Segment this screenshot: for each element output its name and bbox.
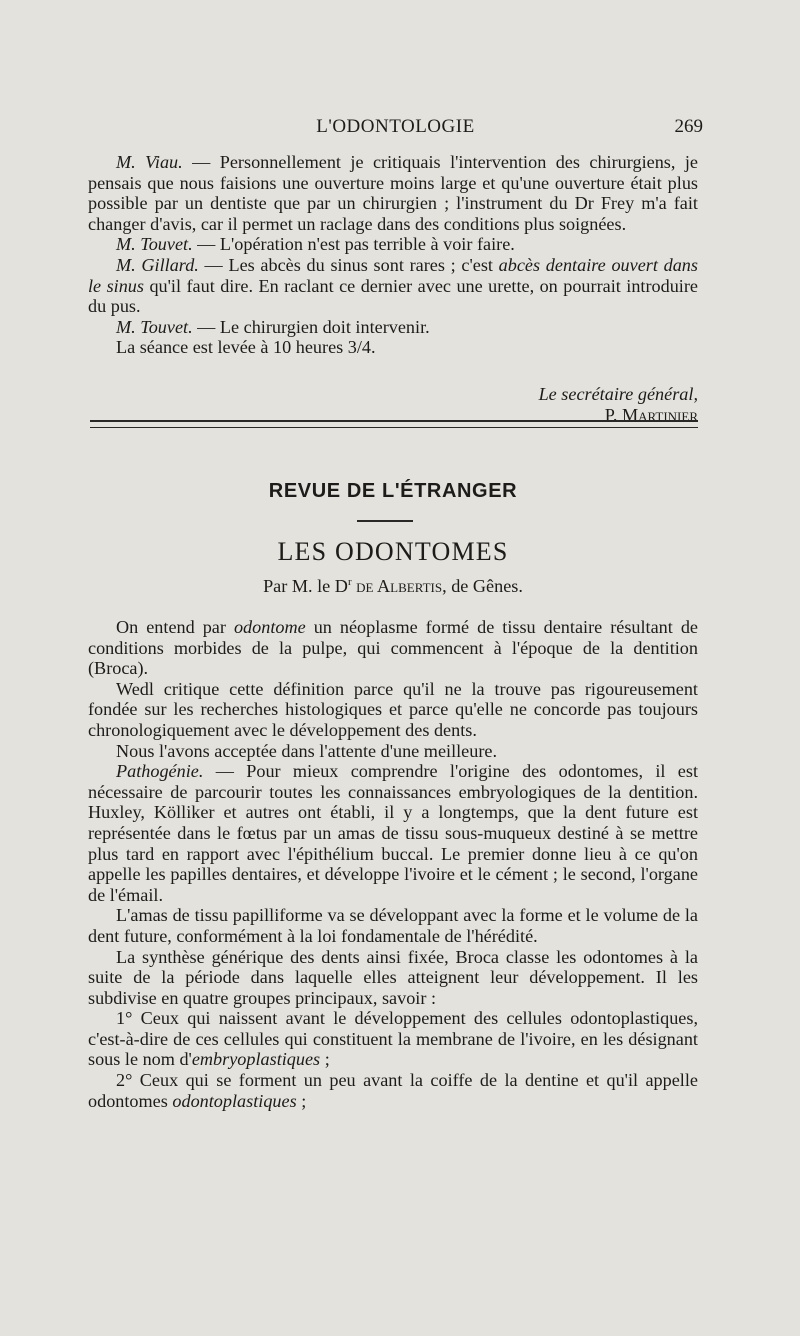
closing-line (88, 337, 698, 358)
emphasis-text: abcès dentaire ouvert dans le sinus (88, 254, 698, 296)
signature-title: Le secrétaire général, (538, 384, 698, 404)
speech-text: — Les abcès du sinus sont rares ; c'est (198, 254, 499, 275)
speech-text: — Le chirurgien doit intervenir. (192, 316, 430, 337)
body-text: 1° Ceux qui naissent avant le développement des cellules odontoplastiques, c'est-à-dire de ces cellules qui constituent la membrane de l'ivoire, en les désignant sous le nom d' (88, 1008, 698, 1070)
speech-text: — L'opération n'est pas terrible à voir faire. (192, 234, 515, 255)
title-rule (357, 520, 413, 522)
emphasis-text: embryoplastiques (191, 1049, 321, 1070)
speaker-name: M. Touvet. (116, 234, 193, 255)
article-body (88, 617, 698, 1111)
body-text: ; (320, 1049, 330, 1070)
byline (88, 576, 698, 597)
body-text: 2° Ceux qui se forment un peu avant la coiffe de la dentine et qu'il appelle odontomes (88, 1070, 698, 1111)
body-text: un néoplasme formé de tissu dentaire résultant de conditions morbides de la pulpe, qui commencent à l'époque de la dentition (Broca). (88, 617, 698, 679)
speech-text: qu'il faut dire. En raclant ce dernier avec une urette, on pourrait introduire du pus. (88, 275, 698, 317)
discussion-paragraph (88, 152, 698, 234)
speaker-name: M. Touvet. (116, 316, 193, 337)
emphasis-text: odontoplastiques (172, 1090, 297, 1111)
byline-suffix: , de Gênes. (442, 576, 523, 597)
page-number: 269 (674, 116, 703, 137)
body-paragraph (88, 617, 698, 679)
discussion-paragraph (88, 234, 698, 255)
discussion-block (88, 152, 698, 358)
signature-initial: P. (604, 404, 622, 425)
discussion-paragraph (88, 255, 698, 317)
emphasis-text: odontome (233, 617, 306, 637)
signature-surname: Martinier (621, 404, 698, 425)
speech-text: — Personnellement je critiquais l'intervention des chirurgiens, je pensais que nous faisions une ouverture moins large et qu'une ouverture était plus possible par un dentiste que par un chirurgien ; l'instrument du Dr Frey m'a fait changer d'avis, car il permet un raclage dans des conditions plus soignées. (88, 152, 698, 234)
byline-prefix: Par M. le D (263, 576, 348, 597)
list-item (88, 1070, 698, 1111)
author-name: de Albertis (351, 576, 443, 597)
list-item (88, 1008, 698, 1070)
body-paragraph: Nous l'avons acceptée dans l'attente d'une meilleure. (116, 740, 498, 761)
article-title: LES ODONTOMES (277, 537, 509, 566)
body-paragraph: L'amas de tissu papilliforme va se développant avec la forme et le volume de la dent future, conformément à la loi fondamentale de l'hérédité. (88, 905, 698, 946)
speaker-name: M. Viau. (116, 152, 183, 172)
body-text: ; (296, 1090, 307, 1111)
page-header (88, 116, 703, 146)
body-paragraph (88, 761, 698, 905)
signature-block (88, 384, 698, 425)
body-paragraph: Wedl critique cette définition parce qu'il ne la trouve pas rigoureusement fondée sur les recherches histologiques et parce qu'elle ne concorde pas toujours chronologiquement avec le développement des dents. (88, 678, 698, 740)
section-divider (90, 420, 698, 428)
body-paragraph: La synthèse générique des dents ainsi fixée, Broca classe les odontomes à la suite de la période dans laquelle elles atteignent leur développement. Il les subdivise en quatre groupes principaux, savoir : (88, 946, 698, 1008)
section-title: REVUE DE L'ÉTRANGER (268, 480, 518, 502)
body-text: On entend par (116, 617, 234, 637)
speech-text: La séance est levée à 10 heures 3/4. (116, 337, 376, 358)
body-text: — Pour mieux comprendre l'origine des odontomes, il est nécessaire de parcourir toutes les connaissances embryologiques de la dentition. Huxley, Kölliker et autres ont établi, il y a longtemps, que la dent future est représentée dans le fœtus par un amas de tissu sous-muqueux destiné à se mettre plus tard en rapport avec l'épithélium buccal. Le premier donne lieu à ce qu'on appelle les papilles dentaires, et développe l'ivoire et le cément ; le second, l'organe de l'émail. (88, 761, 698, 905)
discussion-paragraph (88, 317, 698, 338)
running-title: L'ODONTOLOGIE (316, 116, 475, 137)
subheading: Pathogénie. (116, 761, 204, 782)
speaker-name: M. Gillard. (116, 254, 199, 275)
byline-sup: r (347, 576, 352, 588)
